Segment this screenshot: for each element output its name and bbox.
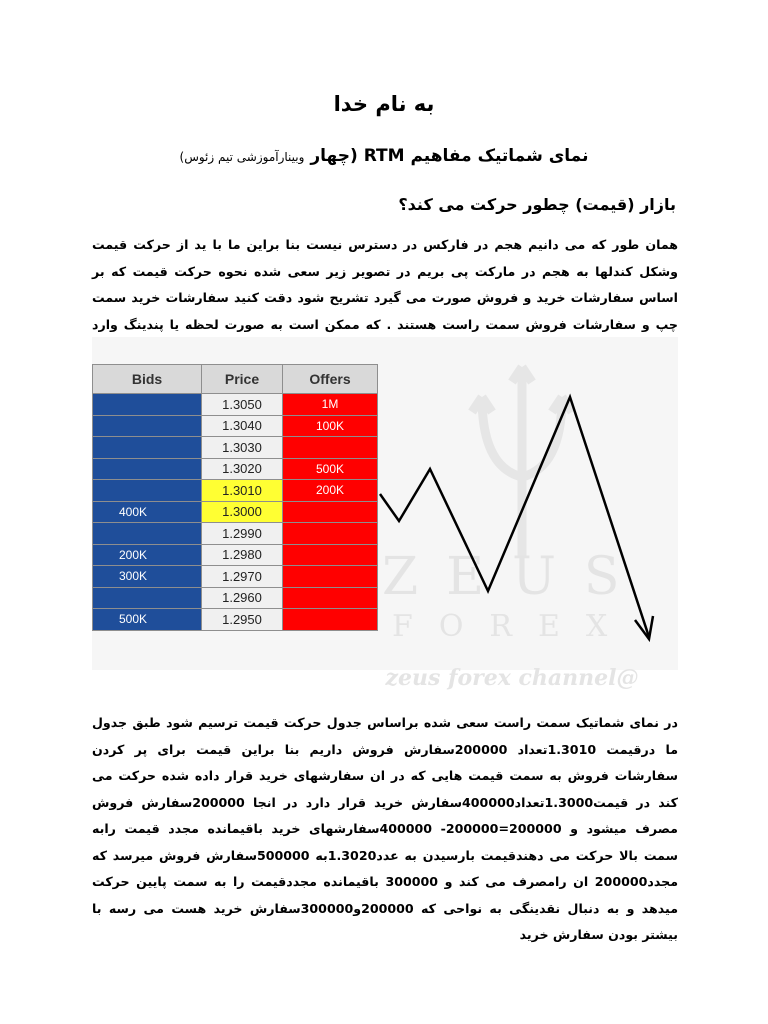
subtitle-small: وبینارآموزشی تیم زئوس) <box>179 150 305 164</box>
price-cell: 1.2990 <box>202 523 283 545</box>
bid-cell: 300K <box>93 566 202 588</box>
price-movement-path <box>92 337 678 670</box>
subtitle <box>100 146 668 166</box>
watermark-zeus: ZEUS <box>382 547 648 607</box>
bid-cell: 200K <box>93 544 202 566</box>
price-cell: 1.3030 <box>202 437 283 459</box>
section-question: بازار (قیمت) چطور حرکت می کند؟ <box>398 195 676 214</box>
price-cell: 1.3010 <box>202 480 283 502</box>
bid-cell: 500K <box>93 609 202 631</box>
watermark-forex: FOREX <box>392 609 634 644</box>
order-book-figure <box>92 337 678 691</box>
offer-cell: 100K <box>283 415 378 437</box>
offer-cell: 500K <box>283 458 378 480</box>
price-cell: 1.3040 <box>202 415 283 437</box>
price-cell: 1.3020 <box>202 458 283 480</box>
price-zigzag-line <box>380 397 649 637</box>
offers-header: Offers <box>283 365 378 394</box>
price-cell: 1.3050 <box>202 394 283 416</box>
bids-header: Bids <box>93 365 202 394</box>
price-cell: 1.2960 <box>202 587 283 609</box>
bid-cell: 400K <box>93 501 202 523</box>
price-cell: 1.2980 <box>202 544 283 566</box>
page-title: به نام خدا <box>333 92 435 116</box>
intro-paragraph: همان طور که می دانیم هجم در فارکس در دسترس نیست بنا براین ما با ید از حرکت قیمت وشکل کندلها به هجم در مارکت پی بریم در تصویر زیر سعی شده نحوه حرکت قیمت که بر اساس سفارشات خرید و فروش صورت می گیرد تشریح شود دقت کنید سفارشات خرید سمت چپ و سفارشات فروش سمت راست هستند . که ممکن است به صورت لحظه یا پندینگ وارد <box>92 237 678 332</box>
explanation-paragraph: در نمای شماتیک سمت راست سعی شده براساس جدول حرکت قیمت ترسیم شود طبق جدول ما درقیمت 1.3010تعداد 200000سفارش فروش داریم بنا براین قیمت برای پر کردن سفارشات فروش به سمت قیمت هایی که در ان سفارشهای خرید قرار داده شده حرکت می کند در قیمت1.3000تعداد400000سفارش خرید قرار دارد در انجا 200000سفارش فروش مصرف میشود و 200000=200000- 400000سفارشهای خرید باقیمانده مجدد قیمت رابه سمت بالا حرکت می دهندقیمت بارسیدن به عدد1.3020به 500000سفارش فروش میرسد که مجدد200000 ان رامصرف می کند و 300000 باقیمانده مجددقیمت را به سمت پایین حرکت میدهد و به دنبال نقدینگی به نواحی که 200000و300000سفارش خرید هست می رسه با بیشتر بودن سفارش خرید <box>92 715 679 942</box>
watermark-channel: zeus forex channel@ <box>385 665 639 691</box>
price-header: Price <box>202 365 283 394</box>
offer-cell: 1M <box>283 394 378 416</box>
price-cell: 1.2950 <box>202 609 283 631</box>
offer-cell: 200K <box>283 480 378 502</box>
price-cell: 1.3000 <box>202 501 283 523</box>
subtitle-main: نمای شماتیک مفاهیم RTM (چهار <box>310 146 589 166</box>
price-cell: 1.2970 <box>202 566 283 588</box>
